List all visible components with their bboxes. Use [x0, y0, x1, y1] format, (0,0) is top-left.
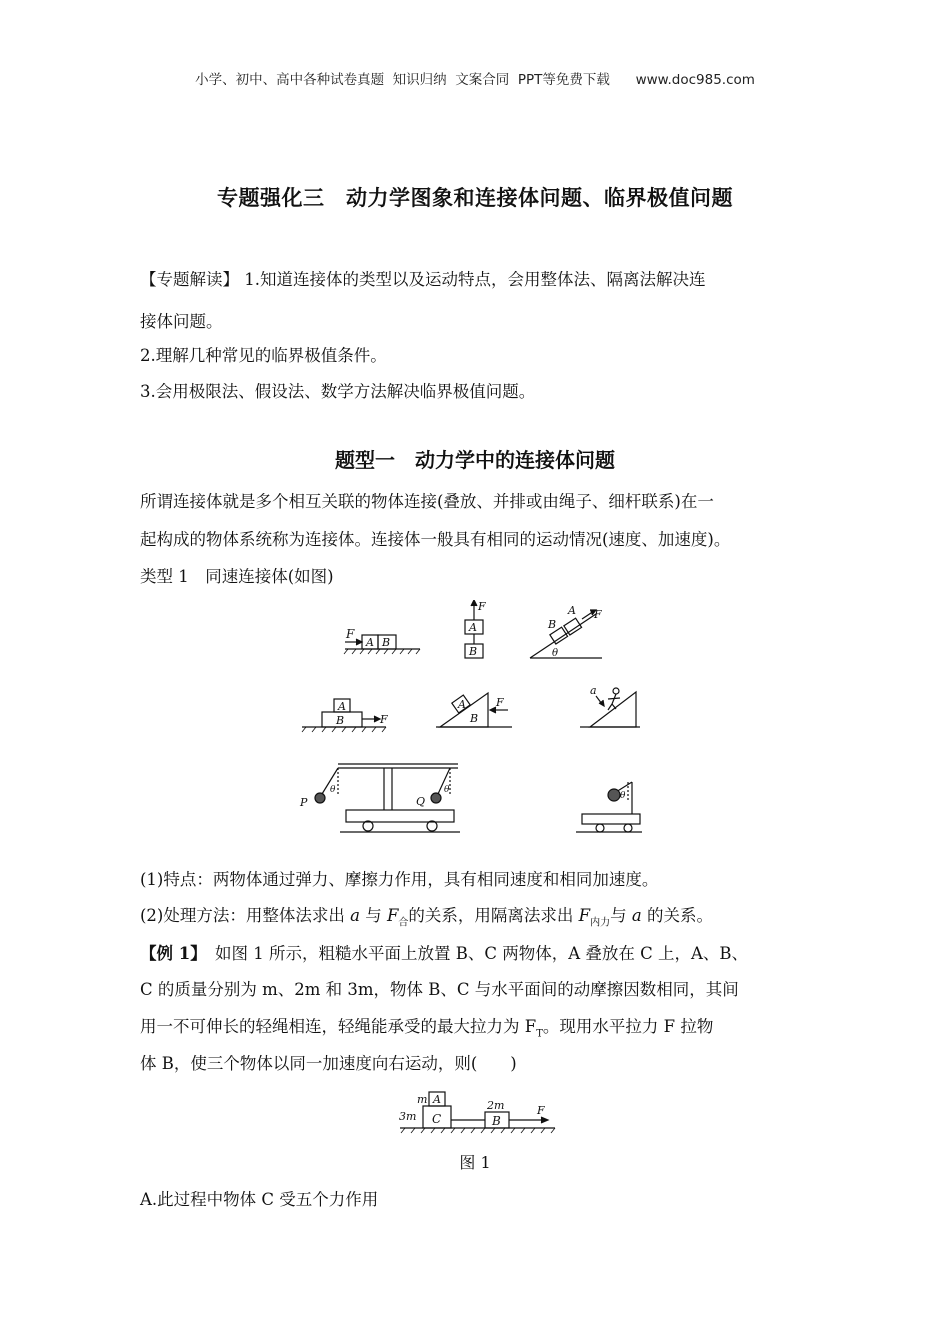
label-A: A [338, 700, 346, 713]
label-a: a [590, 684, 597, 697]
label-B: B [469, 645, 478, 658]
label-theta: θ [444, 785, 450, 795]
type1-label: 类型 1 同速连接体(如图) [140, 567, 334, 586]
f2-var-a: a [350, 906, 360, 925]
f2-text-b: 与 [359, 906, 387, 925]
connected-bodies-diagrams [290, 600, 670, 840]
fig1-label-3m: 3m [399, 1110, 417, 1123]
example1-line-1 [140, 940, 748, 964]
example1-sub-T: T [536, 1028, 543, 1040]
f2-sub-he: 合 [398, 917, 409, 929]
intro-point-1a: 1.知道连接体的类型以及运动特点，会用整体法、隔离法解决连 [239, 270, 706, 289]
label-B: B [382, 636, 391, 649]
figure-1-diagram [395, 1090, 565, 1138]
intro-point-3: 3.会用极限法、假设法、数学方法解决临界极值问题。 [140, 382, 536, 401]
page-title: 专题强化三 动力学图象和连接体问题、临界极值问题 [217, 186, 733, 210]
f2-var-F: F [386, 906, 399, 925]
example1-line-2: C 的质量分别为 m、2m 和 3m，物体 B、C 与水平面间的动摩擦因数相同，其间 [140, 980, 739, 999]
section-heading: 题型一 动力学中的连接体问题 [335, 448, 615, 472]
label-theta: θ [552, 648, 559, 659]
intro-label: 【专题解读】 [140, 270, 239, 289]
label-F: F [594, 608, 602, 621]
label-B: B [548, 618, 557, 631]
intro-point-1b: 接体问题。 [140, 312, 223, 331]
diagram-horizontal-pair [344, 627, 420, 654]
label-theta: θ [330, 785, 336, 795]
f2-text-a: (2)处理方法：用整体法求出 [140, 906, 351, 925]
diagram-person-incline [580, 684, 640, 727]
section-para-line-1: 所谓连接体就是多个相互关联的物体连接(叠放、并排或由绳子、细杆联系)在一 [140, 492, 714, 511]
example1-line-4: 体 B，使三个物体以同一加速度向右运动，则( ) [140, 1054, 517, 1073]
label-F: F [496, 696, 504, 709]
fig1-label-A: A [433, 1093, 441, 1106]
fig1-label-2m: 2m [487, 1099, 505, 1112]
label-B: B [470, 712, 479, 725]
diagram-bob-cart [576, 782, 642, 832]
example1-text-3: 用一不可伸长的轻绳相连，轻绳能承受的最大拉力为 F [140, 1017, 537, 1036]
page-header: 小学、初中、高中各种试卷真题 知识归纳 文案合同 PPT等免费下载 www.doc985.com [195, 72, 755, 88]
label-P: P [300, 796, 308, 809]
example1-line-3 [140, 1013, 713, 1039]
example1-text-3-end: 。现用水平拉力 F 拉物 [542, 1017, 714, 1036]
f2-text-c: 的关系，用隔离法求出 [408, 906, 579, 925]
figure-1-caption: 图 1 [459, 1153, 491, 1172]
fig1-label-F: F [537, 1104, 545, 1117]
diagram-pendulum-cart [299, 764, 460, 832]
label-Q: Q [416, 795, 426, 808]
fig1-label-B: B [492, 1114, 501, 1128]
fig1-label-m: m [417, 1093, 428, 1106]
label-theta: θ [620, 791, 626, 801]
intro-paragraph [140, 262, 820, 298]
feature-2 [140, 902, 713, 928]
example1-text-1: 如图 1 所示，粗糙水平面上放置 B、C 两物体，A 叠放在 C 上，A、B、 [198, 944, 749, 963]
intro-point-2: 2.理解几种常见的临界极值条件。 [140, 346, 387, 365]
f2-var-F2: F [578, 906, 591, 925]
f2-sub-nl: 内力 [590, 917, 611, 929]
diagram-stacked-pair [302, 699, 388, 732]
label-F: F [478, 600, 486, 613]
diagram-wedge-pair [436, 693, 512, 727]
diagram-vertical-pair [465, 600, 486, 658]
label-A: A [469, 621, 477, 634]
option-A: A.此过程中物体 C 受五个力作用 [140, 1190, 379, 1209]
label-A: A [568, 604, 576, 617]
label-F: F [380, 713, 388, 726]
f2-text-d: 与 [610, 906, 632, 925]
example1-label: 【例 1】 [140, 944, 199, 963]
f2-text-e: 的关系。 [641, 906, 713, 925]
diagram-incline-pair [530, 604, 602, 659]
label-A: A [366, 636, 374, 649]
label-A: A [458, 698, 466, 711]
f2-var-a2: a [631, 906, 642, 925]
section-para-line-2: 起构成的物体系统称为连接体。连接体一般具有相同的运动情况(速度、加速度)。 [140, 530, 731, 549]
label-B: B [336, 714, 345, 727]
fig1-label-C: C [432, 1112, 442, 1126]
label-F: F [346, 627, 355, 641]
feature-1: (1)特点：两物体通过弹力、摩擦力作用，具有相同速度和相同加速度。 [140, 870, 659, 889]
